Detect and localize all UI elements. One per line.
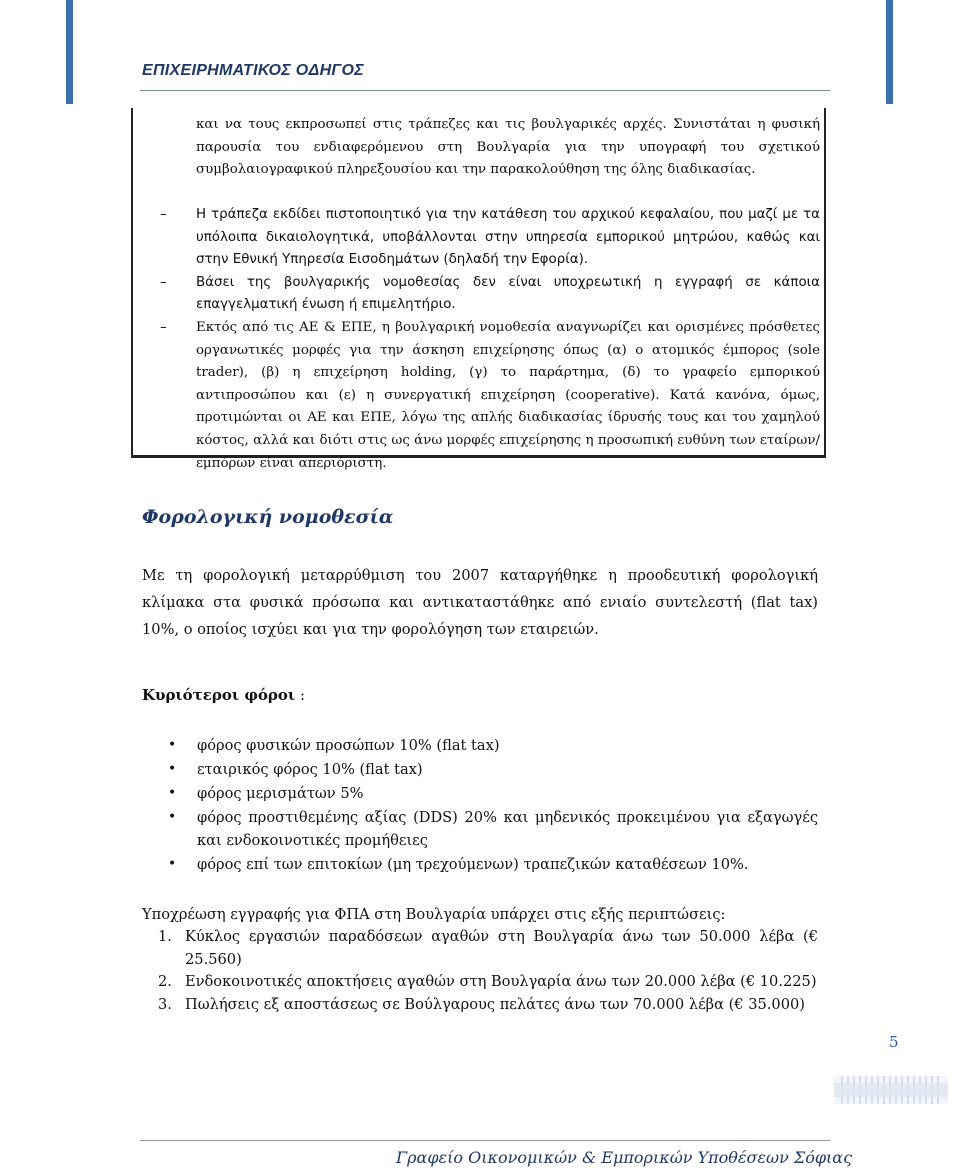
numbered-item — [142, 971, 818, 994]
major-taxes-heading — [142, 686, 305, 704]
box-dash-list — [160, 204, 820, 475]
list-item — [142, 853, 818, 876]
list-item-text: φόρος προστιθεμένης αξίας (DDS) 20% και μηδενικός προκειμένου για εξαγωγές και ενδοκοινοτικές προμήθειες — [197, 809, 818, 849]
numbered-item — [142, 926, 818, 971]
dash-item — [160, 317, 820, 475]
major-taxes-label: Κυριότεροι φόροι — [142, 686, 296, 704]
dash-marker: – — [160, 274, 167, 290]
page-header-title: ΕΠΙΧΕΙΡΗΜΑΤΙΚΟΣ ΟΔΗΓΟΣ — [142, 62, 364, 79]
numbered-item — [142, 994, 818, 1017]
numbered-item-text: Κύκλος εργασιών παραδόσεων αγαθών στη Βουλγαρία άνω των 50.000 λέβα (€ 25.560) — [185, 928, 818, 968]
footer-divider — [140, 1140, 830, 1141]
dash-item-text: Η τράπεζα εκδίδει πιστοποιητικό για την κατάθεση του αρχικού κεφαλαίου, που μαζί με τα υπόλοιπα δικαιολογητικά, υποβάλλονται στην υπηρεσία εμπορικού μητρώου, καθώς και στην Εθνική Υπηρεσία Εισοδημάτων (δηλαδή την Εφορία). — [196, 207, 820, 268]
left-edge-bar — [66, 0, 73, 104]
list-item-text: φόρος μερισμάτων 5% — [197, 785, 364, 802]
dash-item-text: Βάσει της βουλγαρικής νομοθεσίας δεν είναι υποχρεωτική η εγγραφή σε κάποια επαγγελματική ένωση ή επιμελητήριο. — [196, 274, 820, 313]
item-number: 2. — [158, 973, 172, 990]
page-number: 5 — [889, 1033, 899, 1051]
list-item — [142, 734, 818, 757]
list-item — [142, 782, 818, 805]
dash-item — [160, 272, 820, 317]
right-edge-bar — [886, 0, 893, 104]
page-number-decoration — [834, 1074, 948, 1106]
item-number: 3. — [158, 995, 172, 1013]
tax-reform-paragraph: Με τη φορολογική μεταρρύθμιση του 2007 καταργήθηκε η προοδευτική φορολογική κλίμακα στα φυσικά πρόσωπα και αντικαταστάθηκε από ενιαίο συντελεστή (flat tax) 10%, ο οποίος ισχύει και για την φορολόγηση των εταιρειών. — [142, 567, 818, 638]
list-item — [142, 758, 818, 781]
dash-item — [160, 204, 820, 272]
box-continuation-text: και να τους εκπροσωπεί στις τράπεζες και τις βουλγαρικές αρχές. Συνιστάται η φυσική παρουσία του ενδιαφερόμενου στη Βουλγαρία για την υπογραφή του σχετικού συμβολαιογραφικού πληρεξουσίου και την παρακολούθηση της όλης διαδικασίας. — [196, 117, 820, 178]
list-item-text: φόρος επί των επιτοκίων (μη τρεχούμενων) τραπεζικών καταθέσεων 10%. — [197, 856, 749, 873]
section-title: Φορολογική νομοθεσία — [142, 506, 394, 528]
item-number: 1. — [158, 928, 172, 945]
major-taxes-suffix: : — [295, 686, 305, 704]
list-item — [142, 806, 818, 852]
dash-marker: – — [160, 207, 167, 222]
dash-marker: – — [160, 319, 167, 335]
bullet-icon: • — [168, 809, 177, 825]
header-divider — [140, 90, 830, 91]
bullet-icon: • — [168, 785, 177, 801]
numbered-item-text: Πωλήσεις εξ αποστάσεως σε Βούλγαρους πελάτες άνω των 70.000 λέβα (€ 35.000) — [185, 995, 805, 1013]
bullet-icon: • — [168, 761, 177, 777]
list-item-text: φόρος φυσικών προσώπων 10% (flat tax) — [197, 737, 500, 754]
vat-cases-list — [142, 926, 818, 1016]
vat-intro: Υποχρέωση εγγραφής για ΦΠΑ στη Βουλγαρία υπάρχει στις εξής περιπτώσεις: — [142, 906, 726, 923]
tax-list — [142, 734, 818, 877]
list-item-text: εταιρικός φόρος 10% (flat tax) — [197, 761, 423, 778]
dash-item-text: Εκτός από τις ΑΕ & ΕΠΕ, η βουλγαρική νομοθεσία αναγνωρίζει και ορισμένες πρόσθετες οργανωτικές μορφές για την άσκηση επιχείρησης όπως (α) ο ατομικός έμπορος (sole trader), (β) η επιχείρηση holding, (γ) το παράρτημα, (δ) το γραφείο εμπορικού αντιπροσώπου και (ε) η συνεργατική επιχείρηση (cooperative). Κατά κανόνα, όμως, προτιμώνται οι ΑΕ και ΕΠΕ, λόγω της απλής διαδικασίας ίδρυσής τους και του χαμηλού κόστος, αλλά και διότι στις ως άνω μορφές επιχείρησης η προσωπική ευθύνη των εταίρων/εμπόρων είναι απεριόριστη. — [196, 319, 820, 471]
bullet-icon: • — [168, 737, 177, 753]
bullet-icon: • — [168, 856, 177, 872]
box-continuation — [196, 114, 820, 182]
footer-text: Γραφείο Οικονομικών & Εμπορικών Υποθέσεων Σόφιας — [396, 1148, 853, 1167]
numbered-item-text: Ενδοκοινοτικές αποκτήσεις αγαθών στη Βουλγαρία άνω των 20.000 λέβα (€ 10.225) — [185, 973, 817, 990]
